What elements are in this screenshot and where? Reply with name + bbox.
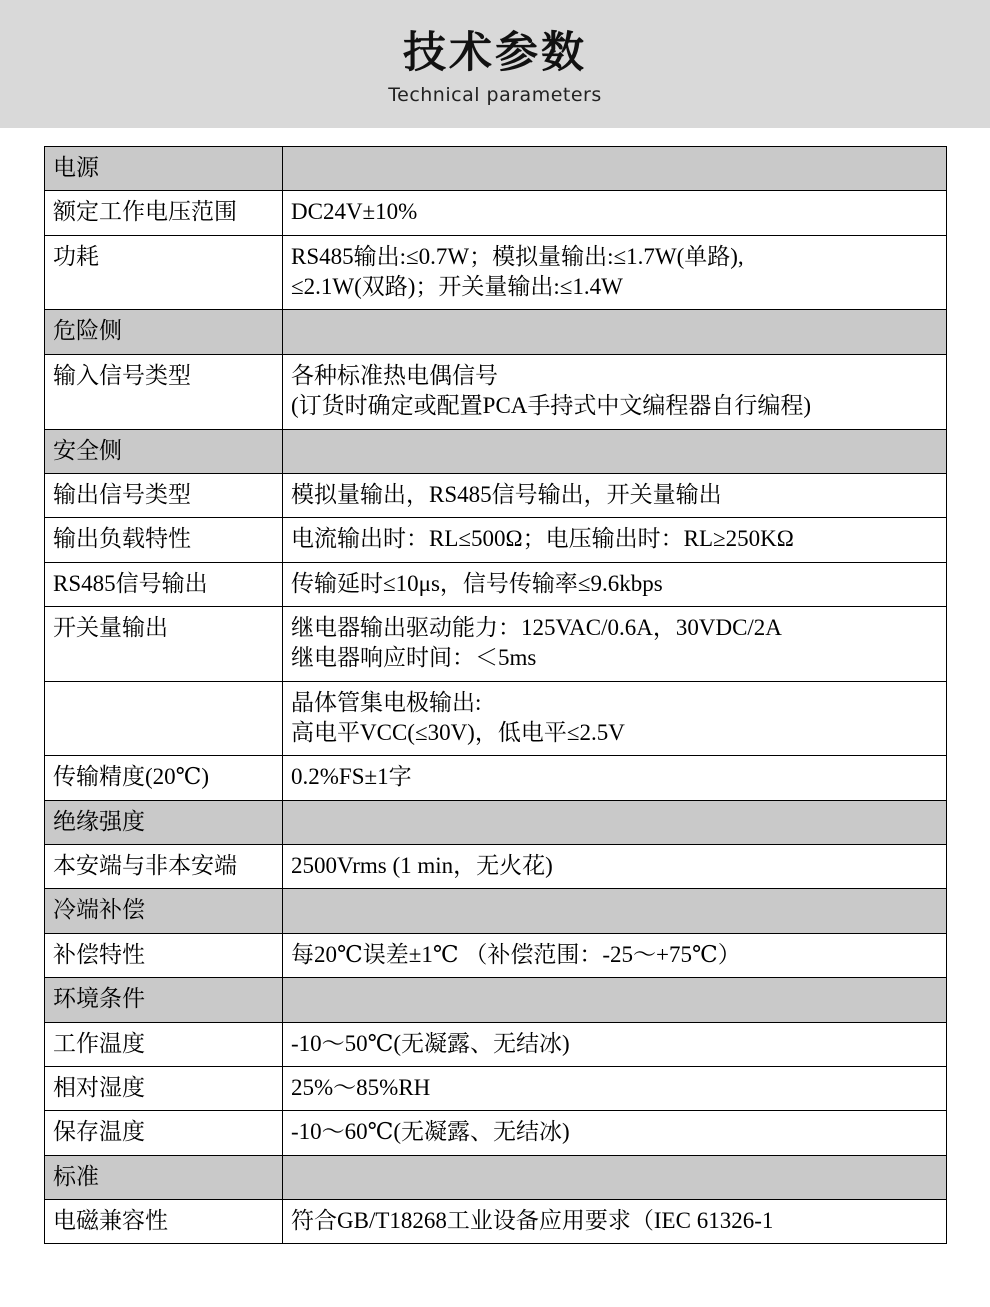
parameter-label: 输入信号类型 [45,354,283,429]
parameter-label: 输出负载特性 [45,518,283,562]
value-line: -10～60℃(无凝露、无结冰) [291,1119,570,1145]
parameter-label: 工作温度 [45,1022,283,1066]
parameter-value [283,978,947,1022]
value-line: 2500Vrms (1 min，无火花) [291,853,553,879]
table-row [45,681,947,756]
parameter-value [283,606,947,681]
table-row [45,562,947,606]
section-label: 标准 [45,1155,283,1199]
value-line: 符合GB/T18268工业设备应用要求（IEC 61326-1 [291,1207,774,1233]
parameter-value [283,1022,947,1066]
table-row [45,1066,947,1110]
parameter-value [283,562,947,606]
value-line: 每20℃误差±1℃ （补偿范围：-25～+75℃） [291,941,741,967]
value-line: ≤2.1W(双路)；开关量输出:≤1.4W [291,274,623,300]
table-row [45,1199,947,1243]
table-row [45,473,947,517]
value-line: DC24V±10% [291,199,418,225]
value-line: 各种标准热电偶信号 [291,362,498,388]
parameter-value [283,1199,947,1243]
table-row [45,606,947,681]
table-row [45,845,947,889]
page-header [0,0,990,128]
parameter-value [283,310,947,354]
parameter-value [283,147,947,191]
parameter-label: 本安端与非本安端 [45,845,283,889]
value-line: 继电器响应时间：＜5ms [291,645,537,671]
section-label: 绝缘强度 [45,800,283,844]
parameter-value [283,518,947,562]
value-line: 传输延时≤10μs，信号传输率≤9.6kbps [291,570,663,596]
value-line: (订货时确定或配置PCA手持式中文编程器自行编程) [291,393,812,419]
parameter-value [283,473,947,517]
parameter-label: RS485信号输出 [45,562,283,606]
page-subtitle: Technical parameters [388,83,602,106]
parameter-value [283,1111,947,1155]
section-row [45,310,947,354]
parameter-value [283,845,947,889]
value-line: 0.2%FS±1字 [291,764,412,790]
table-row [45,1022,947,1066]
parameter-value [283,681,947,756]
table-row [45,354,947,429]
technical-parameters-table [44,146,947,1244]
value-line: 继电器输出驱动能力：125VAC/0.6A，30VDC/2A [291,614,782,640]
section-label: 安全侧 [45,429,283,473]
spec-table-wrapper [0,128,990,1244]
parameter-label: 开关量输出 [45,606,283,681]
page-title: 技术参数 [403,28,587,79]
table-row [45,518,947,562]
parameter-label: 相对湿度 [45,1066,283,1110]
table-row [45,191,947,235]
value-line: 高电平VCC(≤30V)，低电平≤2.5V [291,720,625,746]
parameter-value [283,235,947,310]
value-line: -10～50℃(无凝露、无结冰) [291,1030,570,1056]
parameter-value [283,429,947,473]
section-row [45,889,947,933]
parameter-label [45,681,283,756]
parameter-value [283,889,947,933]
parameter-value [283,1155,947,1199]
section-label: 电源 [45,147,283,191]
section-row [45,978,947,1022]
section-label: 环境条件 [45,978,283,1022]
parameter-label: 补偿特性 [45,933,283,977]
parameter-label: 电磁兼容性 [45,1199,283,1243]
section-row [45,1155,947,1199]
value-line: RS485输出:≤0.7W；模拟量输出:≤1.7W(单路), [291,243,744,269]
parameter-value [283,800,947,844]
parameter-value [283,933,947,977]
parameter-label: 输出信号类型 [45,473,283,517]
table-row [45,1111,947,1155]
parameter-label: 功耗 [45,235,283,310]
parameter-label: 传输精度(20℃) [45,756,283,800]
section-row [45,800,947,844]
table-row [45,756,947,800]
section-label: 冷端补偿 [45,889,283,933]
table-row [45,933,947,977]
parameter-label: 保存温度 [45,1111,283,1155]
parameter-value [283,756,947,800]
parameter-value [283,1066,947,1110]
parameter-label: 额定工作电压范围 [45,191,283,235]
value-line: 模拟量输出，RS485信号输出，开关量输出 [291,481,722,507]
section-label: 危险侧 [45,310,283,354]
value-line: 晶体管集电极输出: [291,689,482,715]
parameter-value [283,354,947,429]
section-row [45,429,947,473]
value-line: 25%～85%RH [291,1074,431,1100]
section-row [45,147,947,191]
table-row [45,235,947,310]
parameter-value [283,191,947,235]
value-line: 电流输出时：RL≤500Ω；电压输出时：RL≥250KΩ [291,526,794,552]
